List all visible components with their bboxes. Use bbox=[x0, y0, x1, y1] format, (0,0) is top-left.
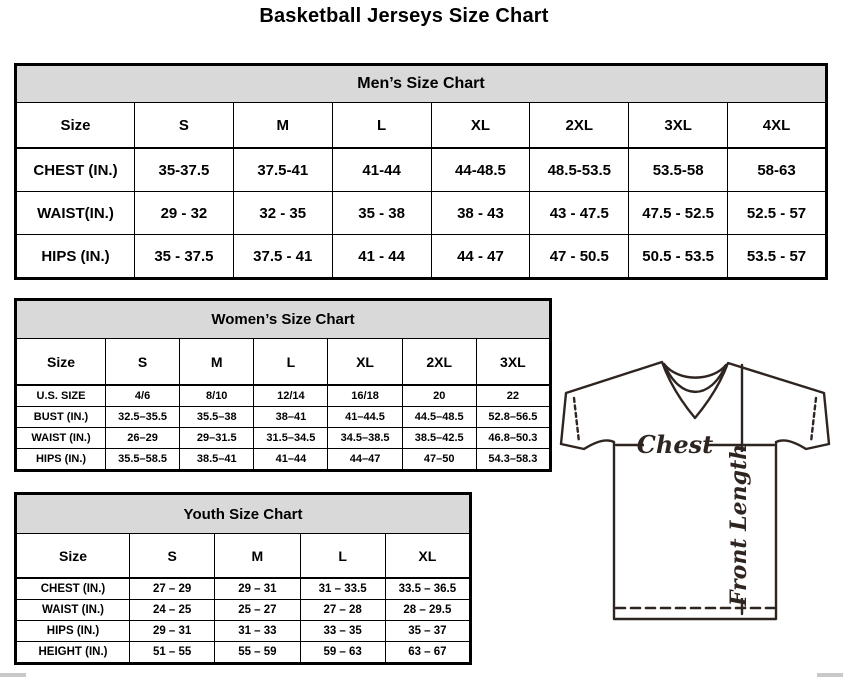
table-cell: 32 - 35 bbox=[233, 192, 332, 235]
jersey-outline-shape bbox=[561, 362, 829, 619]
youth-table-title: Youth Size Chart bbox=[16, 494, 471, 534]
chest-measure-label: Chest bbox=[636, 430, 714, 459]
table-cell: 44–47 bbox=[328, 449, 402, 471]
table-cell: 50.5 - 53.5 bbox=[629, 235, 728, 279]
table-cell: 16/18 bbox=[328, 385, 402, 407]
table-row bbox=[16, 642, 471, 664]
table-cell: 51 – 55 bbox=[130, 642, 215, 664]
row-label: WAIST (IN.) bbox=[16, 600, 130, 621]
row-label: BUST (IN.) bbox=[16, 407, 106, 428]
column-header: M bbox=[215, 534, 300, 579]
column-header: M bbox=[180, 339, 254, 386]
column-header: M bbox=[233, 103, 332, 149]
table-row bbox=[16, 407, 551, 428]
table-cell: 31.5–34.5 bbox=[254, 428, 328, 449]
table-cell: 29 – 31 bbox=[215, 578, 300, 600]
table-cell: 47–50 bbox=[402, 449, 476, 471]
row-label: CHEST (IN.) bbox=[16, 148, 135, 192]
womens-size-table bbox=[14, 298, 552, 472]
table-cell: 44-48.5 bbox=[431, 148, 530, 192]
table-cell: 38–41 bbox=[254, 407, 328, 428]
table-row bbox=[16, 235, 827, 279]
table-cell: 43 - 47.5 bbox=[530, 192, 629, 235]
column-header: XL bbox=[328, 339, 402, 386]
column-header: Size bbox=[16, 103, 135, 149]
column-header: 4XL bbox=[728, 103, 827, 149]
jersey-measurement-diagram bbox=[552, 352, 843, 644]
horizontal-scrollbar-fragment-right[interactable] bbox=[817, 673, 843, 677]
row-label: U.S. SIZE bbox=[16, 385, 106, 407]
table-cell: 27 – 28 bbox=[300, 600, 385, 621]
table-cell: 27 – 29 bbox=[130, 578, 215, 600]
column-header: Size bbox=[16, 534, 130, 579]
column-header: S bbox=[106, 339, 180, 386]
row-label: CHEST (IN.) bbox=[16, 578, 130, 600]
table-row bbox=[16, 449, 551, 471]
table-cell: 25 – 27 bbox=[215, 600, 300, 621]
collar-rib-outer bbox=[664, 364, 726, 378]
page-title: Basketball Jerseys Size Chart bbox=[259, 5, 549, 27]
table-row bbox=[16, 428, 551, 449]
table-cell: 44.5–48.5 bbox=[402, 407, 476, 428]
table-row bbox=[16, 621, 471, 642]
column-header: 3XL bbox=[629, 103, 728, 149]
table-cell: 35.5–38 bbox=[180, 407, 254, 428]
horizontal-scrollbar-fragment-left[interactable] bbox=[0, 673, 26, 677]
table-cell: 26–29 bbox=[106, 428, 180, 449]
table-cell: 8/10 bbox=[180, 385, 254, 407]
table-cell: 47 - 50.5 bbox=[530, 235, 629, 279]
table-cell: 35 – 37 bbox=[385, 621, 470, 642]
table-cell: 33 – 35 bbox=[300, 621, 385, 642]
table-cell: 59 – 63 bbox=[300, 642, 385, 664]
table-row bbox=[16, 385, 551, 407]
row-label: HIPS (IN.) bbox=[16, 235, 135, 279]
column-header: S bbox=[135, 103, 234, 149]
table-cell: 41–44 bbox=[254, 449, 328, 471]
table-cell: 47.5 - 52.5 bbox=[629, 192, 728, 235]
table-cell: 46.8–50.3 bbox=[476, 428, 550, 449]
table-cell: 34.5–38.5 bbox=[328, 428, 402, 449]
table-cell: 41-44 bbox=[332, 148, 431, 192]
table-cell: 41 - 44 bbox=[332, 235, 431, 279]
table-cell: 35 - 38 bbox=[332, 192, 431, 235]
table-cell: 44 - 47 bbox=[431, 235, 530, 279]
table-cell: 35-37.5 bbox=[135, 148, 234, 192]
table-cell: 29 – 31 bbox=[130, 621, 215, 642]
column-header: 3XL bbox=[476, 339, 550, 386]
table-row bbox=[16, 192, 827, 235]
table-cell: 55 – 59 bbox=[215, 642, 300, 664]
column-header: L bbox=[300, 534, 385, 579]
column-header: L bbox=[254, 339, 328, 386]
table-row bbox=[16, 578, 471, 600]
table-cell: 53.5-58 bbox=[629, 148, 728, 192]
row-label: WAIST (IN.) bbox=[16, 428, 106, 449]
table-cell: 22 bbox=[476, 385, 550, 407]
women-table-title: Women’s Size Chart bbox=[16, 300, 551, 339]
men-table-title: Men’s Size Chart bbox=[16, 65, 827, 103]
table-cell: 53.5 - 57 bbox=[728, 235, 827, 279]
table-cell: 52.5 - 57 bbox=[728, 192, 827, 235]
table-cell: 48.5-53.5 bbox=[530, 148, 629, 192]
row-label: HIPS (IN.) bbox=[16, 621, 130, 642]
table-row bbox=[16, 148, 827, 192]
column-header: XL bbox=[385, 534, 470, 579]
column-header: L bbox=[332, 103, 431, 149]
table-cell: 24 – 25 bbox=[130, 600, 215, 621]
table-cell: 38 - 43 bbox=[431, 192, 530, 235]
column-header: 2XL bbox=[402, 339, 476, 386]
front-length-measure-label: Front Length bbox=[726, 443, 752, 607]
column-header: 2XL bbox=[530, 103, 629, 149]
table-cell: 31 – 33 bbox=[215, 621, 300, 642]
table-cell: 29–31.5 bbox=[180, 428, 254, 449]
table-cell: 63 – 67 bbox=[385, 642, 470, 664]
column-header: S bbox=[130, 534, 215, 579]
table-cell: 35 - 37.5 bbox=[135, 235, 234, 279]
column-header: XL bbox=[431, 103, 530, 149]
row-label: WAIST(IN.) bbox=[16, 192, 135, 235]
table-cell: 33.5 – 36.5 bbox=[385, 578, 470, 600]
table-cell: 31 – 33.5 bbox=[300, 578, 385, 600]
table-cell: 32.5–35.5 bbox=[106, 407, 180, 428]
table-cell: 20 bbox=[402, 385, 476, 407]
table-cell: 38.5–42.5 bbox=[402, 428, 476, 449]
table-cell: 37.5 - 41 bbox=[233, 235, 332, 279]
table-cell: 58-63 bbox=[728, 148, 827, 192]
row-label: HIPS (IN.) bbox=[16, 449, 106, 471]
youth-size-table bbox=[14, 492, 472, 665]
table-cell: 4/6 bbox=[106, 385, 180, 407]
row-label: HEIGHT (IN.) bbox=[16, 642, 130, 664]
table-row bbox=[16, 600, 471, 621]
table-cell: 38.5–41 bbox=[180, 449, 254, 471]
table-cell: 28 – 29.5 bbox=[385, 600, 470, 621]
table-cell: 37.5-41 bbox=[233, 148, 332, 192]
table-cell: 52.8–56.5 bbox=[476, 407, 550, 428]
table-cell: 54.3–58.3 bbox=[476, 449, 550, 471]
column-header: Size bbox=[16, 339, 106, 386]
table-cell: 29 - 32 bbox=[135, 192, 234, 235]
table-cell: 35.5–58.5 bbox=[106, 449, 180, 471]
table-cell: 41–44.5 bbox=[328, 407, 402, 428]
mens-size-table bbox=[14, 63, 828, 280]
table-cell: 12/14 bbox=[254, 385, 328, 407]
